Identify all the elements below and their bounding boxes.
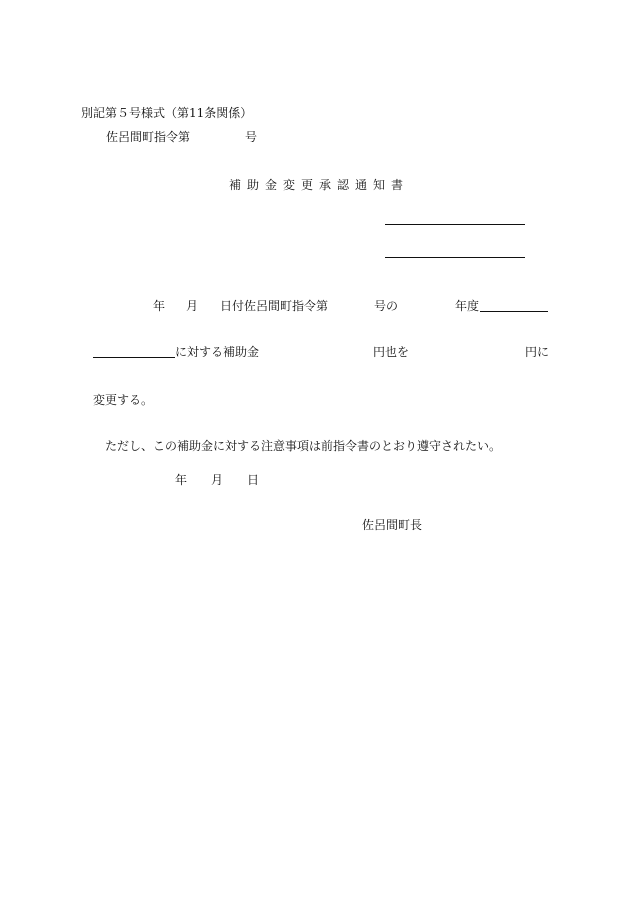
body-target: に対する補助金 — [175, 345, 260, 359]
date-month: 月 — [211, 473, 224, 487]
body-notice: ただし、この補助金に対する注意事項は前指令書のとおり遵守されたい。 — [105, 439, 502, 453]
body-number-no: 号の — [374, 299, 399, 313]
body-change: 変更する。 — [93, 393, 154, 407]
body-year: 年 — [153, 299, 166, 313]
document-title: 補助金変更承認通知書 — [229, 178, 410, 192]
body-day-ref: 日付佐呂間町指令第 — [220, 299, 329, 313]
date-year: 年 — [175, 473, 188, 487]
body-month: 月 — [186, 299, 199, 313]
date-day: 日 — [247, 473, 260, 487]
form-label: 別記第５号様式（第11条関係） — [81, 106, 253, 120]
fiscal-year-blank — [480, 311, 548, 312]
target-blank — [93, 357, 175, 358]
recipient-line-2 — [385, 257, 525, 258]
doc-number-suffix: 号 — [245, 130, 258, 144]
doc-number-prefix: 佐呂間町指令第 — [106, 130, 191, 144]
body-amount-to: 円に — [525, 345, 550, 359]
issuer-name: 佐呂間町長 — [362, 518, 423, 532]
body-amount-from: 円也を — [373, 345, 410, 359]
recipient-line-1 — [385, 224, 525, 225]
body-fiscal-year: 年度 — [455, 299, 480, 313]
